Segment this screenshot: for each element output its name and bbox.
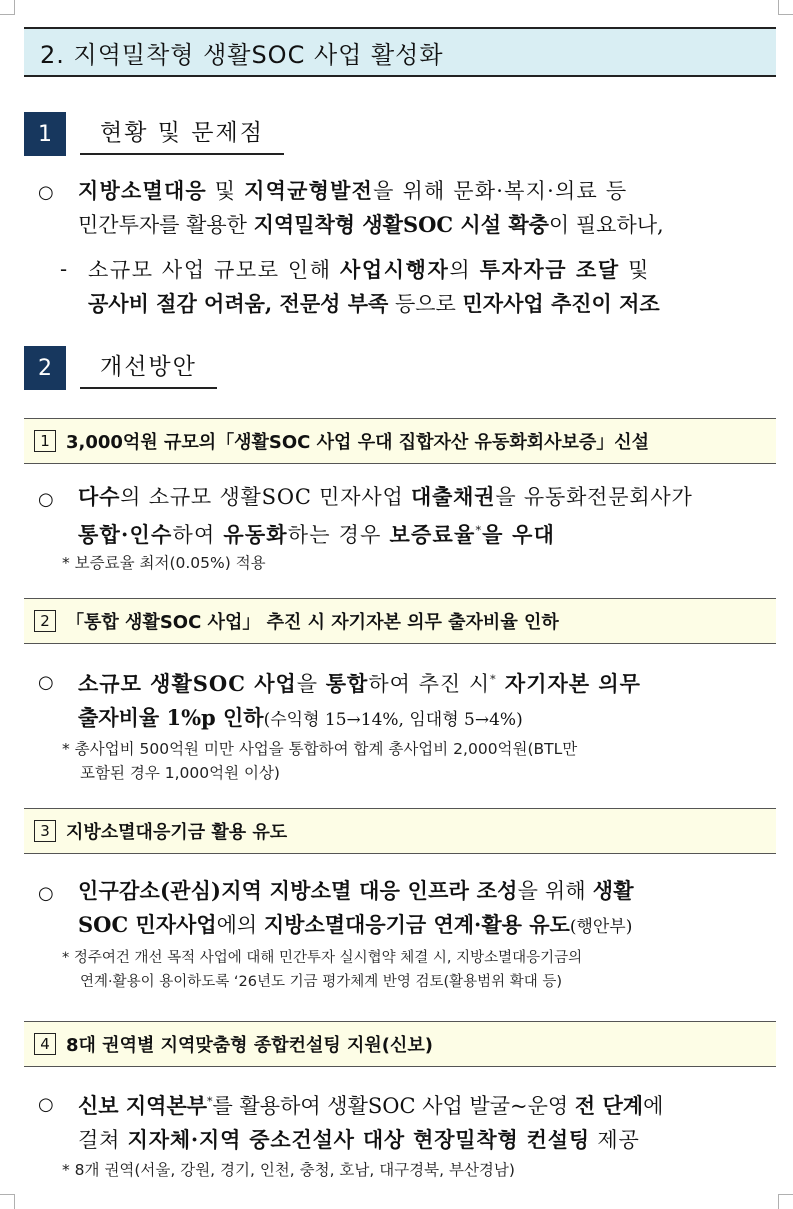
subsection-1-note: * 보증료율 최저(0.05%) 적용 — [62, 554, 266, 572]
text-bold: 사업시행자 — [339, 257, 450, 282]
bullet-circle: ○ — [38, 672, 54, 693]
subsection-2-bullet — [78, 663, 778, 737]
subsection-3-number: 3 — [34, 820, 56, 842]
text: (행안부) — [569, 917, 633, 937]
note-line: * 정주여건 개선 목적 사업에 대해 민간투자 실시협약 체결 시, 지방소멸대응기금의 — [62, 950, 583, 966]
text-bold: 다수 — [78, 484, 121, 509]
text-bold: 대출채권 — [411, 484, 496, 509]
text: 하여 — [172, 523, 224, 547]
subsection-1-title: 3,000억원 규모의「생활SOC 사업 우대 집합자산 유동화회사보증」신설 — [66, 432, 650, 453]
section-2-heading — [24, 346, 217, 390]
text: 제공 — [589, 1128, 640, 1152]
text-bold: 공사비 절감 어려움, 전문성 부족 — [88, 291, 389, 316]
bullet-circle: ○ — [38, 1094, 54, 1115]
text: 민간투자를 활용한 — [78, 213, 254, 237]
section-1-bullet — [78, 174, 778, 242]
subsection-3-bar — [24, 808, 776, 854]
note-line: 연계·활용이 용이하도록 ‘26년도 기금 평가체계 반영 검토(활용범위 확대 등) — [80, 974, 563, 990]
subsection-2-bar — [24, 598, 776, 644]
text: 를 활용하여 생활SOC 사업 발굴~운영 — [212, 1094, 575, 1118]
dash-marker: - — [60, 257, 68, 281]
section-1-dash-item — [88, 253, 778, 321]
text-bold: 통합 — [325, 671, 369, 696]
text-bold: 유동화 — [223, 522, 288, 547]
text-bold: 지방소멸대응 — [78, 178, 207, 203]
text: 을 위해 — [517, 879, 593, 903]
subsection-3-bullet — [78, 874, 778, 944]
footnote-marker: * — [207, 1095, 213, 1108]
crop-mark-top-right — [778, 0, 793, 15]
text-bold: 지자체·지역 중소건설사 대상 현장밀착형 컨설팅 — [127, 1127, 590, 1152]
text-bold: 출자비율 1%p 인하 — [78, 705, 264, 730]
subsection-1-bar — [24, 418, 776, 464]
bullet-circle: ○ — [38, 883, 54, 904]
subsection-2-title: 「통합 생활SOC 사업」 추진 시 자기자본 의무 출자비율 인하 — [66, 612, 559, 633]
document-title-text: 2. 지역밀착형 생활SOC 사업 활성화 — [40, 40, 444, 69]
subsection-2-note — [62, 737, 777, 785]
text-bold: 인구감소(관심)지역 지방소멸 대응 인프라 조성 — [78, 878, 518, 903]
text: (수익형 15→14%, 임대형 5→4%) — [263, 710, 523, 730]
text-bold: 을 우대 — [482, 522, 556, 547]
text: 을 위해 문화·복지·의료 등 — [373, 179, 628, 203]
note-line: * 총사업비 500억원 미만 사업을 통합하여 합계 총사업비 2,000억원(BTL만 — [62, 740, 578, 758]
text-bold: 지방소멸대응기금 연계·활용 유도 — [263, 912, 570, 937]
text: 에의 — [216, 913, 264, 937]
text-bold: 생활 — [592, 878, 634, 903]
text: 소규모 사업 규모로 인해 — [88, 258, 340, 282]
text-bold: 지역밀착형 생활SOC 시설 확충 — [253, 212, 549, 237]
text: 의 — [449, 258, 480, 282]
subsection-4-bullet — [78, 1085, 778, 1157]
section-1-number: 1 — [24, 112, 66, 156]
text: 에 — [643, 1094, 664, 1118]
bullet-circle: ○ — [38, 182, 54, 203]
subsection-1-bullet — [78, 480, 778, 552]
text: 및 — [206, 179, 245, 203]
text-bold: 보증료율 — [389, 522, 476, 547]
footnote-marker: * — [475, 524, 483, 537]
text-bold: 지역균형발전 — [244, 178, 374, 203]
section-1-title: 현황 및 문제점 — [80, 114, 284, 155]
subsection-4-number: 4 — [34, 1033, 56, 1055]
subsection-4-note: * 8개 권역(서울, 강원, 경기, 인천, 충청, 호남, 대구경북, 부산경남) — [62, 1161, 515, 1179]
crop-mark-top-left — [0, 0, 15, 15]
subsection-3-title: 지방소멸대응기금 활용 유도 — [66, 822, 288, 843]
section-2-number: 2 — [24, 346, 66, 390]
text: 및 — [619, 258, 650, 282]
text-bold: 전 단계 — [574, 1093, 644, 1118]
section-1-heading — [24, 112, 284, 156]
section-2-title: 개선방안 — [80, 348, 217, 389]
text-bold: SOC 민자사업 — [78, 912, 217, 937]
text-bold: 통합·인수 — [78, 522, 173, 547]
footnote-marker: * — [490, 673, 497, 686]
subsection-1-number: 1 — [34, 430, 56, 452]
text-bold: 자기자본 의무 — [496, 671, 641, 696]
text: 걸쳐 — [78, 1128, 128, 1152]
text: 의 소규모 생활SOC 민자사업 — [120, 485, 412, 509]
note-line: 포함된 경우 1,000억원 이상) — [80, 764, 280, 782]
text-bold: 소규모 생활SOC 사업 — [78, 671, 297, 696]
subsection-4-title: 8대 권역별 지역맞춤형 종합컨설팅 지원(신보) — [66, 1035, 434, 1056]
crop-mark-bottom-right — [778, 1194, 793, 1209]
text: 을 유동화전문회사가 — [495, 485, 693, 509]
subsection-4-bar — [24, 1021, 776, 1067]
document-title — [24, 27, 776, 77]
subsection-2-number: 2 — [34, 610, 56, 632]
bullet-circle: ○ — [38, 489, 54, 510]
text: 하는 경우 — [287, 523, 390, 547]
text: 등으로 — [388, 292, 463, 316]
subsection-3-note — [62, 946, 777, 994]
text-bold: 신보 지역본부 — [78, 1093, 208, 1118]
text-bold: 민자사업 추진이 저조 — [462, 291, 660, 316]
text: 하여 추진 시 — [368, 672, 491, 696]
text: 을 — [296, 672, 326, 696]
crop-mark-bottom-left — [0, 1194, 15, 1209]
text-bold: 투자자금 조달 — [479, 257, 620, 282]
text: 이 필요하나, — [548, 213, 664, 237]
